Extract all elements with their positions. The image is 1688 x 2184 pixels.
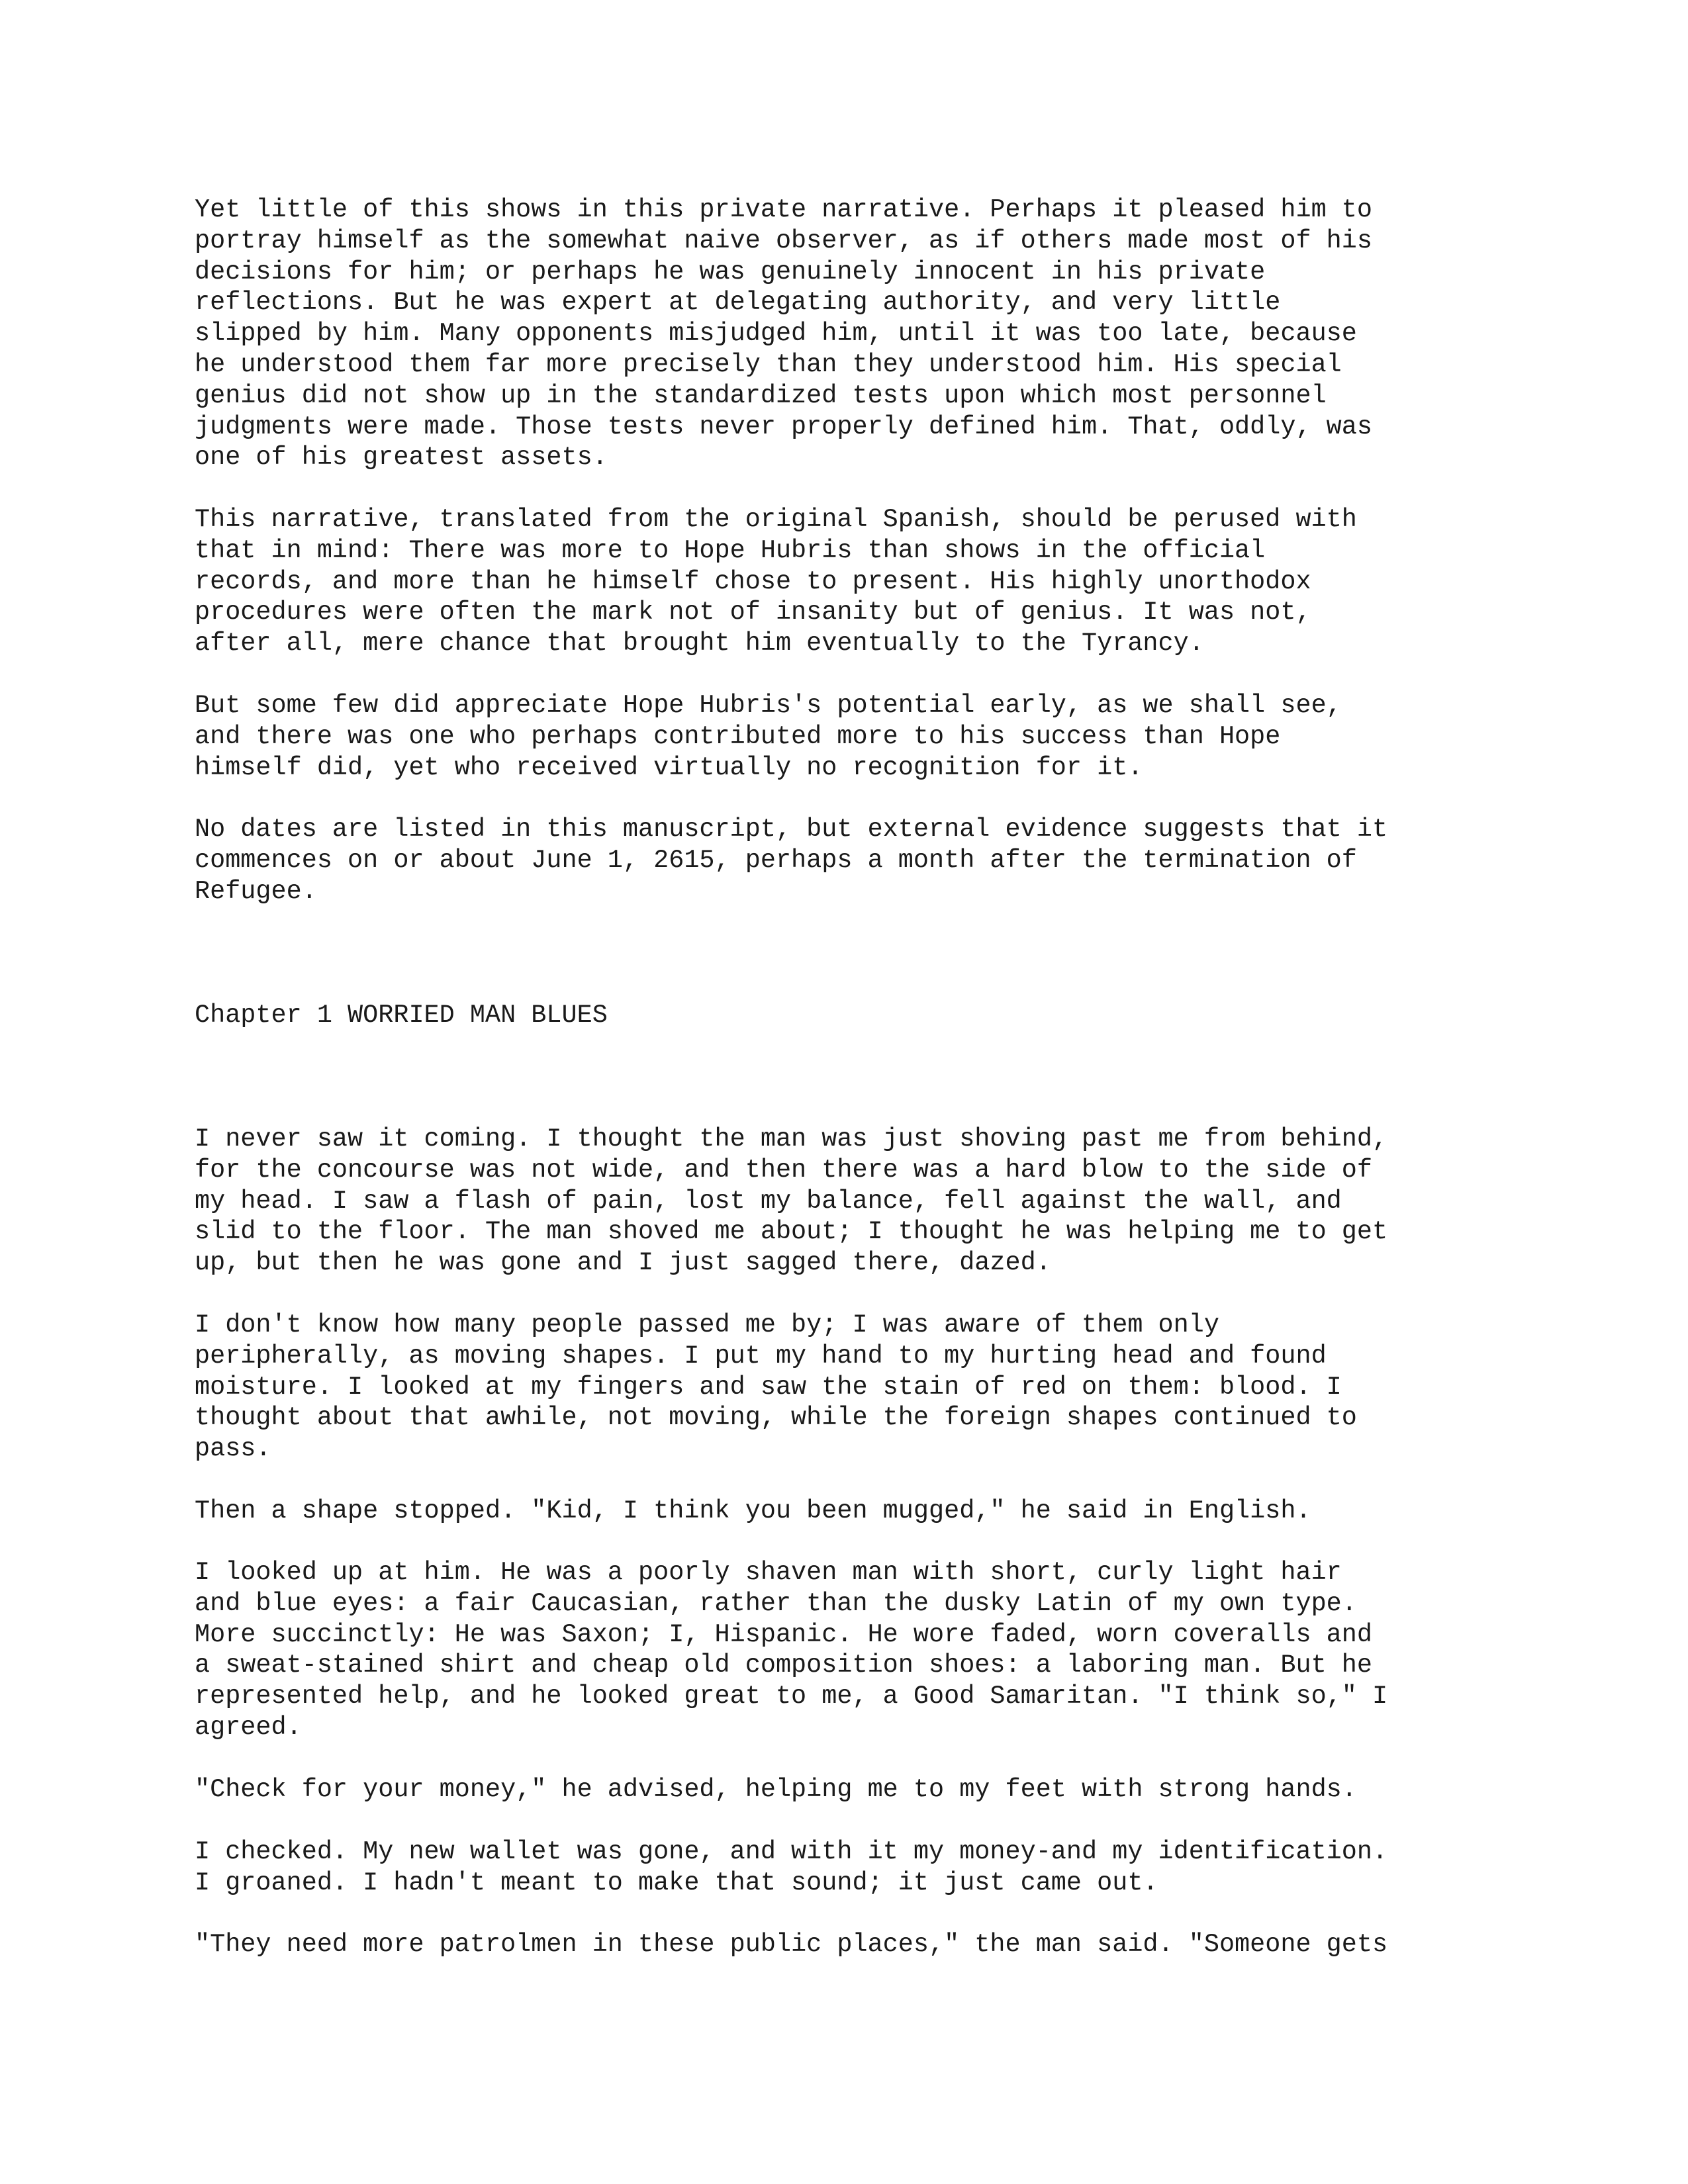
paragraph-passersby: I don't know how many people passed me by; I was aware of them only peripherally, as moving shapes. I put my hand to my hurting head and found moisture. I looked at my fingers and saw the stain of red on them: blood. I thought about that awhile, not moving, while the foreign shapes continued to pass. <box>195 1310 1357 1464</box>
chapter-heading: Chapter 1 WORRIED MAN BLUES <box>195 1001 608 1030</box>
paragraph-samaritan: I looked up at him. He was a poorly shaven man with short, curly light hair and blue eyes: a fair Caucasian, rather than the dusky Latin of my own type. More succinctly: He was Saxon; I, Hispanic. He wore faded, worn coveralls and a sweat-stained shirt and cheap old composition shoes: a laboring man. But he represented help, and he looked great to me, a Good Samaritan. "I think so," I agreed. <box>195 1558 1388 1742</box>
paragraph-shape-stopped: Then a shape stopped. "Kid, I think you been mugged," he said in English. <box>195 1496 1311 1525</box>
paragraph-check-money: "Check for your money," he advised, helping me to my feet with strong hands. <box>195 1775 1357 1804</box>
paragraph-narrative-note: This narrative, translated from the original Spanish, should be perused with that in mind: There was more to Hope Hubris than shows in the official records, and more than he himself chose to present. His highly unorthodox procedures were often the mark not of insanity but of genius. It was not, after all, mere chance that brought him eventually to the Tyrancy. <box>195 505 1357 659</box>
paragraph-patrolmen: "They need more patrolmen in these public places," the man said. "Someone gets <box>195 1930 1388 1959</box>
paragraph-wallet-gone: I checked. My new wallet was gone, and with it my money-and my identification. I groaned. I hadn't meant to make that sound; it just came out. <box>195 1837 1388 1897</box>
paragraph-mugging: I never saw it coming. I thought the man was just shoving past me from behind, for the concourse was not wide, and then there was a hard blow to the side of my head. I saw a flash of pain, lost my balance, fell against the wall, and slid to the floor. The man shoved me about; I thought he was helping me to get up, but then he was gone and I just sagged there, dazed. <box>195 1124 1388 1278</box>
paragraph-intro: Yet little of this shows in this private narrative. Perhaps it pleased him to portray himself as the somewhat naive observer, as if others made most of his decisions for him; or perhaps he was genuinely innocent in his private reflections. But he was expert at delegating authority, and very little slipped by him. Many opponents misjudged him, until it was too late, because he understood them far more precisely than they understood him. His special genius did not show up in the standardized tests upon which most personnel judgments were made. Those tests never properly defined him. That, oddly, was one of his greatest assets. <box>195 195 1372 473</box>
paragraph-appreciation: But some few did appreciate Hope Hubris's potential early, as we shall see, and there was one who perhaps contributed more to his success than Hope himself did, yet who received virtually no recognition for it. <box>195 691 1342 782</box>
paragraph-dates: No dates are listed in this manuscript, but external evidence suggests that it commences on or about June 1, 2615, perhaps a month after the termination of Refugee. <box>195 815 1388 906</box>
